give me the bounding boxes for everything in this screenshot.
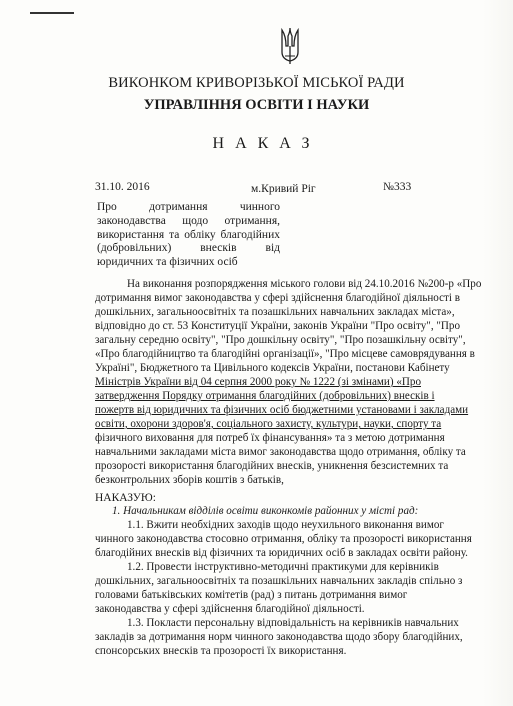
order-item: благодійних внесків від фізичних та юридичних осіб в закладах освіти району. [95,547,468,559]
corner-mark [30,12,74,14]
body-line-underlined: освіти, охорони здоров'я, соціального захисту, культури, науки, спорту та [95,418,442,430]
body-line: відповідно до ст. 53 Конституції України, законів України "Про освіту", "Про [95,320,461,332]
order-number: №333 [383,181,412,193]
order-item: чинного законодавства стосовно отримання, обліку та прозорості використання [95,533,472,545]
order-item: спонсорських внесків та прозорості їх використання. [95,645,347,657]
body-line: навчальними закладами міста вимог законодавства щодо отримання, обліку та [95,446,466,458]
trident-emblem-icon [280,26,300,66]
body-line-underlined: пожертв від юридичних та фізичних осіб бюджетними установами і закладами [95,404,469,416]
order-item: 1.2. Провести інструктивно-методичні практикуми для керівників [127,561,439,573]
order-city: м.Кривий Ріг [251,183,316,195]
order-item: 1.3. Покласти персональну відповідальність на керівників навчальних [127,617,459,629]
body-line-underlined: Міністрів України від 04 серпня 2000 року № 1222 (зі змінами) «Про [95,376,421,388]
order-item: 1.1. Вжити необхідних заходів щодо неухильного виконання вимог [127,519,444,531]
body-line-underlined: затвердження Порядку отримання благодійних (добровільних) внесків і [95,390,435,402]
body-line: фізичного виховання для потреб їх фінансування» та з метою дотримання [95,432,445,444]
body-line: дошкільних, загальноосвітніх та позашкільних навчальних закладах міста», [95,306,455,318]
body-line: безконтрольних зборів коштів з батьків, [95,474,284,486]
order-date: 31.10. 2016 [95,181,150,193]
body-line: Україні", Бюджетного та Цивільного кодексів України, постанови Кабінету [95,362,450,374]
body-line: загальну середню освіту", "Про дошкільну освіту", "Про позашкільну освіту", [95,334,466,346]
order-item: дошкільних, загальноосвітніх та позашкільних навчальних закладів спільно з [95,575,463,587]
body-line: дотримання вимог законодавства у сфері здійснення благодійної діяльності в [95,292,460,304]
order-item: головами батьківських комітетів (рад) з питань дотримання вимог [95,589,408,601]
order-item: законодавства у сфері здійснення благодійної діяльності. [95,603,365,615]
order-subject: Про дотримання чинного законодавства щодо отримання, використання та обліку благодійних (добровільних) внесків від юридичних та фізичних осіб [97,201,280,269]
order-directive: НАКАЗУЮ: [95,492,156,504]
order-item: 1. Начальникам відділів освіти виконкомів районних у місті рад: [112,505,419,517]
document-title: НАКАЗ [212,135,321,152]
scan-edge-shadow [483,0,513,706]
body-line: «Про благодійництво та благодійні організації», "Про місцеве самоврядування в [95,348,475,360]
department-name: УПРАВЛІННЯ ОСВІТИ І НАУКИ [143,97,370,113]
body-line: На виконання розпорядження міського голови від 24.10.2016 №200-р «Про [127,278,482,290]
organization-name: ВИКОНКОМ КРИВОРІЗЬКОЇ МІСЬКОЇ РАДИ [108,75,405,91]
body-line: прозорості використання благодійних внесків, уникнення безсистемних та [95,460,449,472]
order-item: закладів за дотримання норм чинного законодавства щодо збору благодійних, [95,631,463,643]
